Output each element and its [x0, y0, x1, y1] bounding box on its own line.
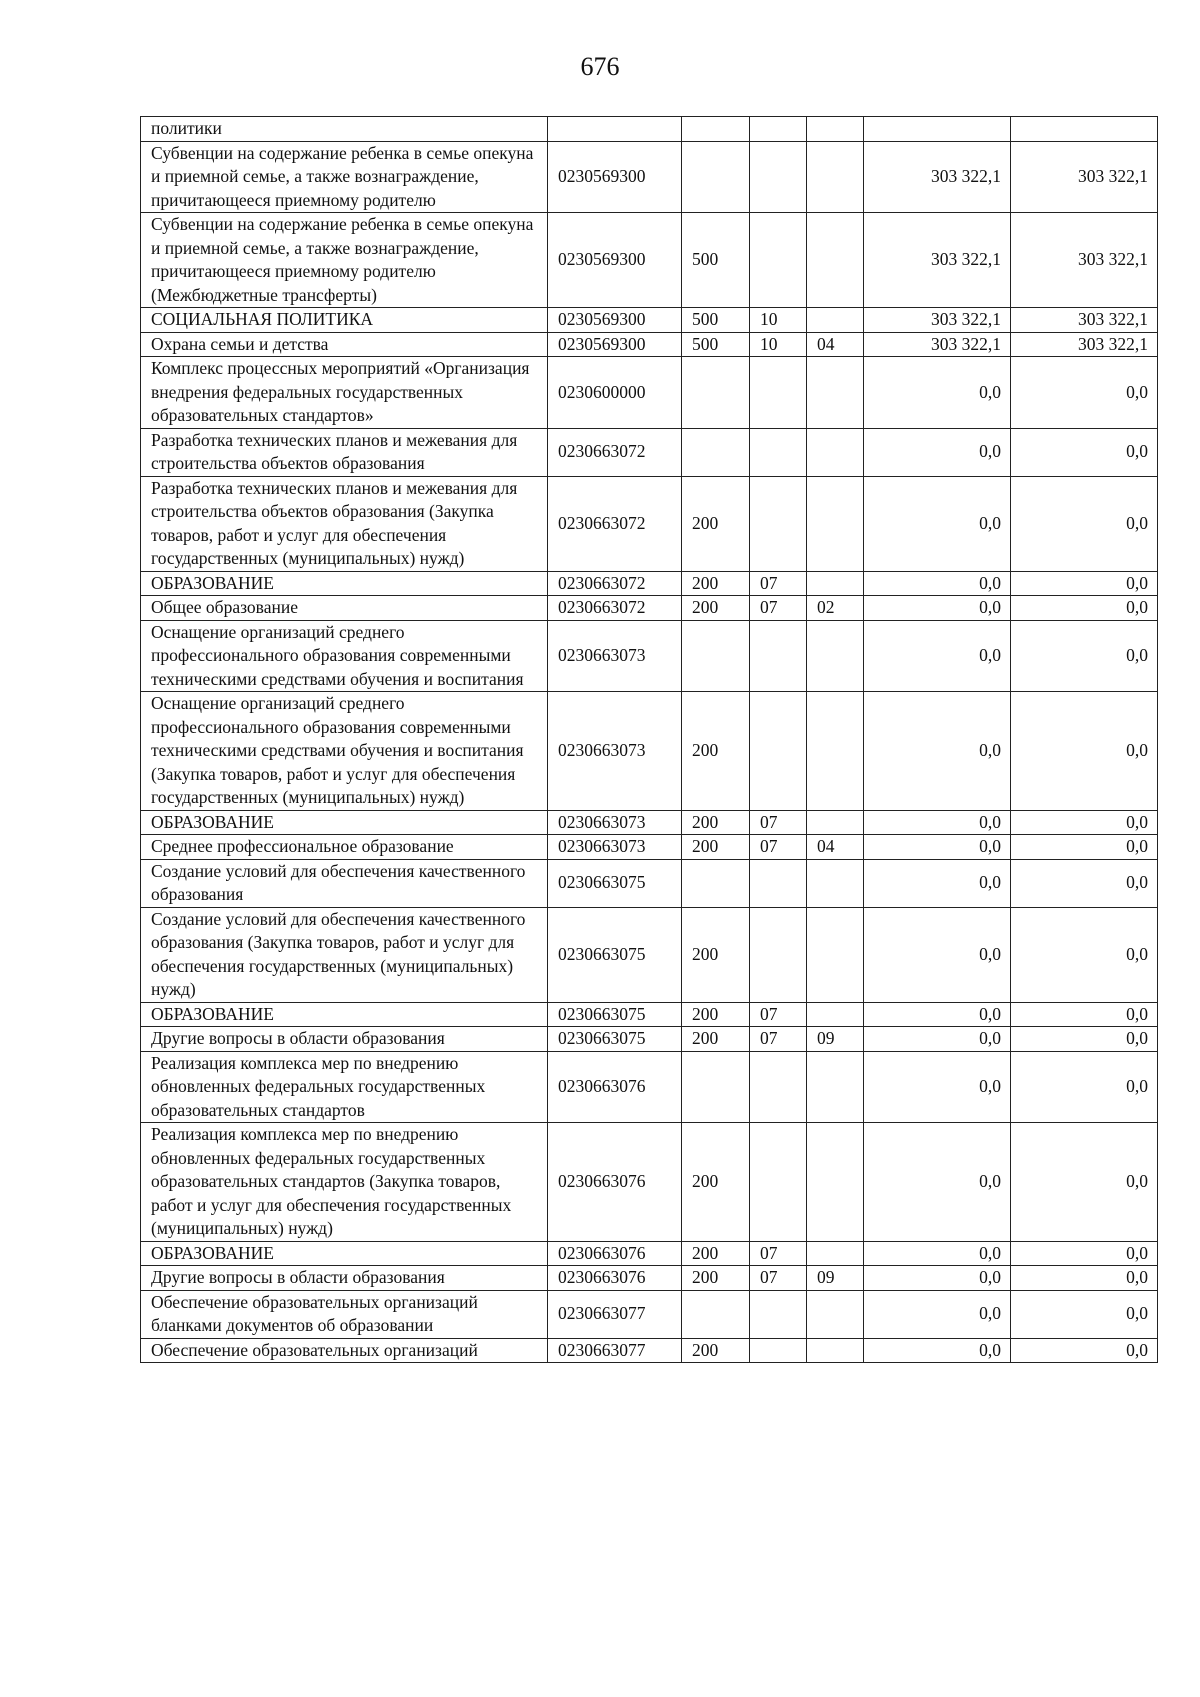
section-cell — [750, 859, 807, 907]
table-row — [141, 835, 1158, 860]
target-code-cell: 0230663076 — [548, 1123, 682, 1242]
amount-year2-cell: 0,0 — [1011, 1338, 1158, 1363]
amount-year1-cell: 0,0 — [864, 1266, 1011, 1291]
table-row — [141, 907, 1158, 1002]
expense-type-cell: 200 — [682, 1123, 750, 1242]
table-row — [141, 1123, 1158, 1242]
table-row — [141, 1002, 1158, 1027]
table-row — [141, 571, 1158, 596]
table-row — [141, 213, 1158, 308]
subsection-cell — [807, 1123, 864, 1242]
row-name-cell: Комплекс процессных мероприятий «Организация внедрения федеральных государственных образовательных стандартов» — [141, 357, 548, 429]
table-row — [141, 1027, 1158, 1052]
target-code-cell: 0230663076 — [548, 1241, 682, 1266]
amount-year1-cell: 0,0 — [864, 835, 1011, 860]
target-code-cell: 0230663072 — [548, 476, 682, 571]
subsection-cell — [807, 1241, 864, 1266]
expense-type-cell — [682, 859, 750, 907]
section-cell — [750, 1051, 807, 1123]
target-code-cell: 0230569300 — [548, 213, 682, 308]
row-name-cell: Обеспечение образовательных организаций бланками документов об образовании — [141, 1290, 548, 1338]
target-code-cell: 0230663075 — [548, 1002, 682, 1027]
target-code-cell: 0230663076 — [548, 1266, 682, 1291]
expense-type-cell: 200 — [682, 810, 750, 835]
section-cell: 10 — [750, 308, 807, 333]
amount-year2-cell: 0,0 — [1011, 428, 1158, 476]
section-cell — [750, 476, 807, 571]
amount-year1-cell: 303 322,1 — [864, 332, 1011, 357]
amount-year2-cell: 0,0 — [1011, 1123, 1158, 1242]
amount-year2-cell: 0,0 — [1011, 571, 1158, 596]
amount-year2-cell: 0,0 — [1011, 596, 1158, 621]
expense-type-cell — [682, 141, 750, 213]
target-code-cell: 0230663072 — [548, 428, 682, 476]
section-cell — [750, 141, 807, 213]
section-cell — [750, 620, 807, 692]
row-name-cell: Создание условий для обеспечения качественного образования (Закупка товаров, работ и услуг для обеспечения государственных (муниципальных) нужд) — [141, 907, 548, 1002]
expense-type-cell: 200 — [682, 476, 750, 571]
table-row — [141, 476, 1158, 571]
table-row — [141, 692, 1158, 811]
table-row — [141, 117, 1158, 142]
subsection-cell — [807, 308, 864, 333]
subsection-cell — [807, 810, 864, 835]
subsection-cell — [807, 476, 864, 571]
expense-type-cell: 200 — [682, 1266, 750, 1291]
section-cell: 07 — [750, 810, 807, 835]
expense-type-cell — [682, 357, 750, 429]
row-name-cell: Общее образование — [141, 596, 548, 621]
table-row — [141, 596, 1158, 621]
amount-year2-cell: 0,0 — [1011, 1290, 1158, 1338]
amount-year1-cell: 0,0 — [864, 1027, 1011, 1052]
amount-year2-cell: 0,0 — [1011, 1241, 1158, 1266]
target-code-cell: 0230663073 — [548, 620, 682, 692]
budget-table — [140, 116, 1158, 1363]
amount-year1-cell: 0,0 — [864, 596, 1011, 621]
section-cell: 07 — [750, 1241, 807, 1266]
row-name-cell: ОБРАЗОВАНИЕ — [141, 1241, 548, 1266]
row-name-cell: ОБРАЗОВАНИЕ — [141, 1002, 548, 1027]
row-name-cell: политики — [141, 117, 548, 142]
amount-year2-cell: 303 322,1 — [1011, 141, 1158, 213]
subsection-cell — [807, 117, 864, 142]
expense-type-cell: 500 — [682, 213, 750, 308]
subsection-cell — [807, 213, 864, 308]
expense-type-cell: 200 — [682, 692, 750, 811]
table-row — [141, 308, 1158, 333]
amount-year2-cell: 0,0 — [1011, 835, 1158, 860]
amount-year2-cell: 303 322,1 — [1011, 308, 1158, 333]
page-number: 676 — [580, 52, 620, 81]
amount-year2-cell: 0,0 — [1011, 907, 1158, 1002]
table-body — [141, 117, 1158, 1363]
subsection-cell — [807, 859, 864, 907]
expense-type-cell: 200 — [682, 1241, 750, 1266]
subsection-cell: 09 — [807, 1027, 864, 1052]
amount-year1-cell: 0,0 — [864, 571, 1011, 596]
subsection-cell — [807, 1002, 864, 1027]
section-cell — [750, 428, 807, 476]
amount-year1-cell: 0,0 — [864, 620, 1011, 692]
row-name-cell: Реализация комплекса мер по внедрению обновленных федеральных государственных образовательных стандартов (Закупка товаров, работ и услуг для обеспечения государственных (муниципальных) нужд) — [141, 1123, 548, 1242]
row-name-cell: Среднее профессиональное образование — [141, 835, 548, 860]
expense-type-cell: 200 — [682, 596, 750, 621]
expense-type-cell: 200 — [682, 1027, 750, 1052]
section-cell: 07 — [750, 1266, 807, 1291]
table-row — [141, 332, 1158, 357]
target-code-cell: 0230663075 — [548, 1027, 682, 1052]
amount-year2-cell: 0,0 — [1011, 1027, 1158, 1052]
amount-year1-cell: 0,0 — [864, 859, 1011, 907]
amount-year2-cell: 0,0 — [1011, 810, 1158, 835]
row-name-cell: Субвенции на содержание ребенка в семье опекуна и приемной семье, а также вознаграждение, причитающееся приемному родителю (Межбюджетные трансферты) — [141, 213, 548, 308]
subsection-cell — [807, 1338, 864, 1363]
amount-year2-cell: 303 322,1 — [1011, 213, 1158, 308]
target-code-cell: 0230663072 — [548, 571, 682, 596]
amount-year2-cell: 0,0 — [1011, 476, 1158, 571]
row-name-cell: Другие вопросы в области образования — [141, 1266, 548, 1291]
table-row — [141, 620, 1158, 692]
table-row — [141, 428, 1158, 476]
row-name-cell: СОЦИАЛЬНАЯ ПОЛИТИКА — [141, 308, 548, 333]
amount-year1-cell: 303 322,1 — [864, 213, 1011, 308]
target-code-cell: 0230569300 — [548, 308, 682, 333]
amount-year1-cell: 0,0 — [864, 476, 1011, 571]
amount-year2-cell: 0,0 — [1011, 1002, 1158, 1027]
expense-type-cell: 200 — [682, 571, 750, 596]
amount-year1-cell: 303 322,1 — [864, 141, 1011, 213]
section-cell — [750, 1290, 807, 1338]
amount-year1-cell: 0,0 — [864, 357, 1011, 429]
target-code-cell: 0230663077 — [548, 1290, 682, 1338]
row-name-cell: Разработка технических планов и межевания для строительства объектов образования (Закупка товаров, работ и услуг для обеспечения государственных (муниципальных) нужд) — [141, 476, 548, 571]
row-name-cell: Оснащение организаций среднего профессионального образования современными техническими средствами обучения и воспитания — [141, 620, 548, 692]
row-name-cell: Разработка технических планов и межевания для строительства объектов образования — [141, 428, 548, 476]
amount-year1-cell: 0,0 — [864, 428, 1011, 476]
expense-type-cell — [682, 1290, 750, 1338]
section-cell — [750, 907, 807, 1002]
subsection-cell — [807, 620, 864, 692]
subsection-cell — [807, 692, 864, 811]
table-row — [141, 357, 1158, 429]
amount-year2-cell: 0,0 — [1011, 620, 1158, 692]
amount-year2-cell: 0,0 — [1011, 1051, 1158, 1123]
amount-year1-cell: 0,0 — [864, 810, 1011, 835]
amount-year1-cell: 0,0 — [864, 692, 1011, 811]
row-name-cell: Реализация комплекса мер по внедрению обновленных федеральных государственных образовательных стандартов — [141, 1051, 548, 1123]
amount-year1-cell: 0,0 — [864, 1123, 1011, 1242]
target-code-cell — [548, 117, 682, 142]
row-name-cell: Создание условий для обеспечения качественного образования — [141, 859, 548, 907]
amount-year1-cell: 0,0 — [864, 1051, 1011, 1123]
amount-year2-cell: 0,0 — [1011, 1266, 1158, 1291]
row-name-cell: Оснащение организаций среднего профессионального образования современными техническими средствами обучения и воспитания (Закупка товаров, работ и услуг для обеспечения государственных (муниципальных) нужд) — [141, 692, 548, 811]
section-cell: 07 — [750, 571, 807, 596]
section-cell — [750, 117, 807, 142]
table-row — [141, 1290, 1158, 1338]
amount-year1-cell: 0,0 — [864, 1241, 1011, 1266]
subsection-cell: 04 — [807, 332, 864, 357]
table-row — [141, 1051, 1158, 1123]
table-row — [141, 1338, 1158, 1363]
table-row — [141, 1241, 1158, 1266]
subsection-cell — [807, 428, 864, 476]
amount-year1-cell: 303 322,1 — [864, 308, 1011, 333]
amount-year1-cell: 0,0 — [864, 1002, 1011, 1027]
target-code-cell: 0230663073 — [548, 810, 682, 835]
amount-year1-cell — [864, 117, 1011, 142]
expense-type-cell: 200 — [682, 907, 750, 1002]
section-cell — [750, 692, 807, 811]
target-code-cell: 0230569300 — [548, 332, 682, 357]
section-cell — [750, 357, 807, 429]
amount-year1-cell: 0,0 — [864, 1290, 1011, 1338]
row-name-cell: ОБРАЗОВАНИЕ — [141, 810, 548, 835]
target-code-cell: 0230569300 — [548, 141, 682, 213]
table-row — [141, 141, 1158, 213]
amount-year2-cell — [1011, 117, 1158, 142]
section-cell: 10 — [750, 332, 807, 357]
expense-type-cell: 200 — [682, 1002, 750, 1027]
subsection-cell — [807, 357, 864, 429]
amount-year2-cell: 0,0 — [1011, 357, 1158, 429]
target-code-cell: 0230663075 — [548, 859, 682, 907]
expense-type-cell: 500 — [682, 332, 750, 357]
amount-year2-cell: 0,0 — [1011, 859, 1158, 907]
target-code-cell: 0230663072 — [548, 596, 682, 621]
row-name-cell: ОБРАЗОВАНИЕ — [141, 571, 548, 596]
expense-type-cell: 200 — [682, 835, 750, 860]
subsection-cell — [807, 571, 864, 596]
table-row — [141, 859, 1158, 907]
expense-type-cell — [682, 620, 750, 692]
row-name-cell: Субвенции на содержание ребенка в семье опекуна и приемной семье, а также вознаграждение, причитающееся приемному родителю — [141, 141, 548, 213]
table-row — [141, 1266, 1158, 1291]
target-code-cell: 0230663076 — [548, 1051, 682, 1123]
expense-type-cell — [682, 117, 750, 142]
expense-type-cell — [682, 1051, 750, 1123]
expense-type-cell — [682, 428, 750, 476]
section-cell: 07 — [750, 1002, 807, 1027]
section-cell: 07 — [750, 835, 807, 860]
section-cell: 07 — [750, 1027, 807, 1052]
expense-type-cell: 200 — [682, 1338, 750, 1363]
section-cell — [750, 1123, 807, 1242]
section-cell — [750, 1338, 807, 1363]
row-name-cell: Охрана семьи и детства — [141, 332, 548, 357]
target-code-cell: 0230663075 — [548, 907, 682, 1002]
subsection-cell — [807, 1290, 864, 1338]
amount-year2-cell: 303 322,1 — [1011, 332, 1158, 357]
table-row — [141, 810, 1158, 835]
subsection-cell — [807, 907, 864, 1002]
row-name-cell: Обеспечение образовательных организаций — [141, 1338, 548, 1363]
target-code-cell: 0230600000 — [548, 357, 682, 429]
row-name-cell: Другие вопросы в области образования — [141, 1027, 548, 1052]
subsection-cell: 02 — [807, 596, 864, 621]
target-code-cell: 0230663073 — [548, 835, 682, 860]
section-cell — [750, 213, 807, 308]
amount-year1-cell: 0,0 — [864, 1338, 1011, 1363]
amount-year2-cell: 0,0 — [1011, 692, 1158, 811]
target-code-cell: 0230663077 — [548, 1338, 682, 1363]
amount-year1-cell: 0,0 — [864, 907, 1011, 1002]
section-cell: 07 — [750, 596, 807, 621]
subsection-cell: 04 — [807, 835, 864, 860]
subsection-cell — [807, 141, 864, 213]
subsection-cell — [807, 1051, 864, 1123]
subsection-cell: 09 — [807, 1266, 864, 1291]
target-code-cell: 0230663073 — [548, 692, 682, 811]
expense-type-cell: 500 — [682, 308, 750, 333]
